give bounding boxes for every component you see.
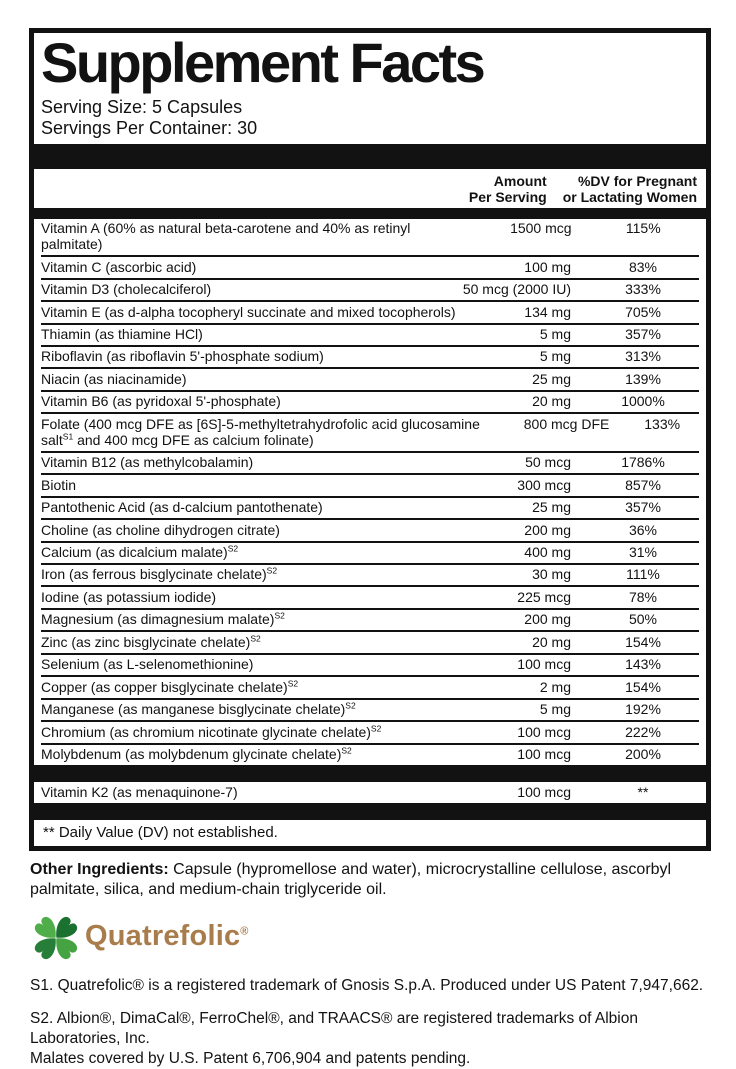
dv-value: 78%	[628, 588, 658, 605]
table-row	[41, 653, 699, 675]
ingredient-name: Manganese (as manganese bisglycinate chelate)$^{S2}$	[41, 700, 356, 718]
note-s2	[30, 1009, 709, 1069]
table-row	[41, 675, 699, 697]
divider-bar-top	[34, 144, 706, 169]
ingredient-name: Choline (as choline dihydrogen citrate)	[41, 521, 280, 538]
ingredient-name: Molybdenum (as molybdenum glycinate chelate)$^{S2}$	[41, 745, 352, 763]
ingredient-name: Chromium (as chromium nicotinate glycinate chelate)$^{S2}$	[41, 723, 382, 740]
ingredient-name: Calcium (as dicalcium malate)$^{S2}$	[41, 543, 239, 561]
ingredient-name: Vitamin C (ascorbic acid)	[41, 258, 197, 275]
table-row	[41, 412, 699, 450]
table-row	[41, 323, 699, 345]
amount-value: 20 mg	[532, 393, 571, 410]
dv-column-header	[563, 173, 697, 205]
brand-text: Quatrefolic	[85, 920, 241, 953]
amount-value: 5 mg	[539, 348, 571, 365]
table-row	[41, 630, 699, 652]
dv-header-line2: or Lactating Women	[562, 188, 697, 205]
amount-value: 25 mg	[532, 499, 571, 516]
amount-value: 30 mg	[532, 566, 571, 583]
table-row	[41, 255, 699, 277]
table-row	[41, 743, 699, 765]
k2-section	[41, 782, 699, 802]
amount-value: 200 mg	[524, 611, 571, 628]
other-ingredients-text: Capsule (hypromellose and water), microcrystalline cellulose, ascorbyl palmitate, silica, and medium-chain triglyceride oil.	[30, 860, 672, 898]
divider-bar-before-k2	[34, 765, 706, 782]
amount-value: 5 mg	[539, 326, 571, 342]
dv-value: 154%	[625, 678, 661, 695]
column-headers	[41, 169, 699, 208]
amount-value: 50 mcg	[525, 454, 571, 471]
ingredient-name: Biotin	[41, 476, 77, 493]
amount-value: 50 mcg (2000 IU)	[462, 281, 571, 298]
dv-value: 111%	[626, 566, 660, 583]
ingredient-name: Vitamin K2 (as menaquinone-7)	[41, 783, 238, 800]
dv-value: 705%	[625, 303, 661, 320]
amount-value: 20 mg	[532, 633, 571, 650]
table-row	[41, 518, 699, 540]
amount-value: 100 mcg	[517, 783, 571, 800]
table-row	[41, 390, 699, 412]
dv-value: 857%	[625, 476, 661, 493]
quatrefolic-wordmark	[85, 920, 249, 953]
dv-value: 1786%	[621, 454, 665, 471]
amount-column-header	[469, 173, 547, 205]
amount-value: 5 mg	[539, 701, 571, 718]
note-s2-line1: S2. Albion®, DimaCal®, FerroChel®, and TRAACS® are registered trademarks of Albion Laboratories, Inc.	[30, 1009, 638, 1047]
dv-value: 143%	[625, 656, 661, 673]
supplement-facts-panel	[29, 28, 711, 851]
divider-bar-after-k2	[34, 803, 706, 820]
amount-value: 2 mg	[539, 678, 571, 695]
ingredient-name: Magnesium (as dimagnesium malate)$^{S2}$	[41, 610, 285, 628]
dv-value: 83%	[628, 258, 658, 275]
ingredient-name: Copper (as copper bisglycinate chelate)$^{S2}$	[41, 678, 299, 695]
table-row	[41, 278, 699, 300]
table-row	[41, 473, 699, 495]
table-row	[41, 608, 699, 630]
amount-value: 800 mcg DFE	[523, 415, 610, 432]
dv-value: 192%	[625, 701, 661, 718]
amount-value: 300 mcg	[517, 476, 571, 493]
amount-value: 100 mcg	[517, 723, 571, 740]
table-row	[41, 698, 699, 720]
table-row	[41, 782, 699, 802]
dv-value: 222%	[625, 723, 661, 740]
table-row	[41, 563, 699, 585]
ingredient-name: Iron (as ferrous bisglycinate chelate)$^{S2}$	[41, 565, 278, 583]
ingredient-name: Zinc (as zinc bisglycinate chelate)$^{S2}$	[41, 633, 261, 650]
amount-value: 25 mg	[532, 370, 571, 387]
ingredient-name: Vitamin B12 (as methylcobalamin)	[41, 454, 254, 471]
ingredient-table	[41, 219, 699, 765]
amount-header-line1: Amount	[493, 172, 547, 189]
dv-value: 333%	[625, 281, 661, 298]
ingredient-name: Vitamin E (as d-alpha tocopheryl succinate and mixed tocopherols)	[41, 303, 456, 320]
dv-value: 154%	[625, 633, 661, 650]
table-row	[41, 219, 699, 255]
amount-header-line2: Per Serving	[468, 188, 547, 205]
amount-value: 100 mg	[524, 258, 571, 275]
other-ingredients	[30, 860, 709, 900]
ingredient-name: Selenium (as L-selenomethionine)	[41, 656, 254, 673]
serving-size: Serving Size: 5 Capsules	[41, 96, 243, 117]
label-footer	[29, 851, 711, 1069]
dv-value: 357%	[625, 326, 661, 342]
dv-value: 50%	[628, 611, 658, 628]
dv-header-line1: %DV for Pregnant	[577, 172, 697, 189]
table-row	[41, 585, 699, 607]
quatrefolic-logo	[30, 911, 709, 963]
ingredient-name: Vitamin B6 (as pyridoxal 5'-phosphate)	[41, 393, 281, 410]
dv-value: 200%	[625, 746, 661, 763]
dv-value: **	[637, 783, 649, 800]
dv-value: 133%	[644, 415, 681, 432]
amount-value: 134 mg	[524, 303, 571, 320]
table-row	[41, 345, 699, 367]
ingredient-name: Vitamin D3 (cholecalciferol)	[41, 281, 212, 298]
dv-value: 357%	[625, 499, 661, 516]
table-row	[41, 367, 699, 389]
servings-per-container: Servings Per Container: 30	[41, 117, 258, 138]
dv-footnote: ** Daily Value (DV) not established.	[43, 823, 278, 841]
amount-value: 100 mcg	[517, 746, 571, 763]
ingredient-name: Niacin (as niacinamide)	[41, 370, 187, 387]
table-row	[41, 496, 699, 518]
amount-value: 200 mg	[524, 521, 571, 538]
ingredient-name: Riboflavin (as riboflavin 5'-phosphate sodium)	[41, 348, 324, 365]
divider-bar-header	[34, 208, 706, 219]
clover-icon	[30, 911, 82, 963]
registered-mark: ®	[240, 925, 249, 938]
ingredient-name: Folate (400 mcg DFE as [6S]-5-methyltetrahydrofolic acid glucosamine salt$^{S1}$ and 400 mcg DFE as calcium folinate)	[41, 415, 480, 448]
amount-value: 400 mg	[524, 544, 571, 561]
panel-title: Supplement Facts	[41, 31, 484, 94]
other-ingredients-label: Other Ingredients:	[30, 860, 169, 878]
amount-value: 1500 mcg	[510, 220, 572, 237]
dv-value: 313%	[625, 348, 661, 365]
amount-value: 225 mcg	[517, 588, 571, 605]
amount-value: 100 mcg	[517, 656, 571, 673]
note-s2-line2: Malates covered by U.S. Patent 6,706,904 and patents pending.	[30, 1049, 471, 1067]
dv-value: 36%	[628, 521, 658, 538]
ingredient-name: Iodine (as potassium iodide)	[41, 588, 217, 605]
ingredient-name: Pantothenic Acid (as d-calcium pantothenate)	[41, 499, 323, 516]
ingredient-name: Thiamin (as thiamine HCl)	[41, 326, 203, 342]
dv-value: 139%	[625, 370, 661, 387]
table-row	[41, 720, 699, 742]
dv-value: 1000%	[621, 393, 665, 410]
note-s1: S1. Quatrefolic® is a registered trademark of Gnosis S.p.A. Produced under US Patent 7,947,662.	[30, 976, 704, 994]
dv-value: 115%	[625, 220, 661, 237]
table-row	[41, 541, 699, 563]
table-row	[41, 451, 699, 473]
table-row	[41, 300, 699, 322]
ingredient-name: Vitamin A (60% as natural beta-carotene and 40% as retinyl palmitate)	[41, 220, 411, 253]
dv-value: 31%	[628, 544, 658, 561]
